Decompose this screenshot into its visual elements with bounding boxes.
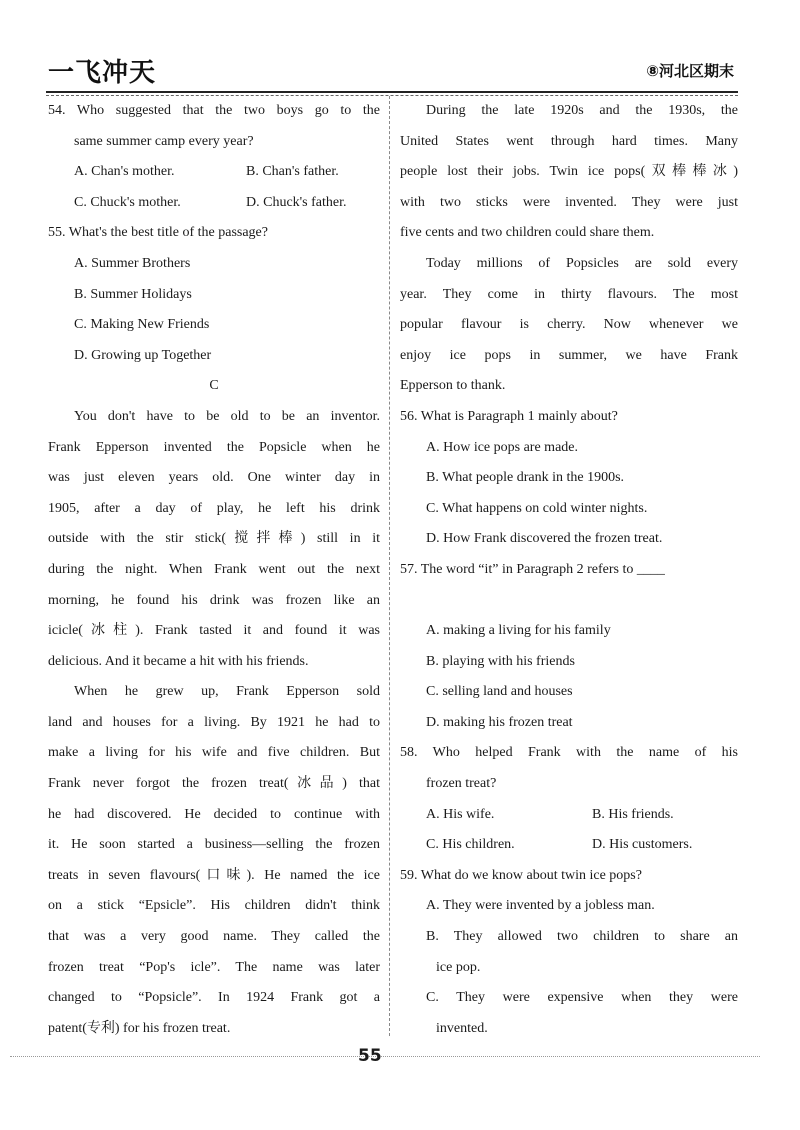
text-line: icicle(冰柱). Frank tasted it and found it was xyxy=(48,623,380,639)
series-label: ⑧河北区期末 xyxy=(646,62,734,80)
text-line: on a stick “Epsicle”. His children didn't think xyxy=(48,898,380,914)
text-line: enjoy ice pops in summer, we have Frank xyxy=(400,347,738,363)
text-line: year. They come in thirty flavours. The most xyxy=(400,286,738,302)
text-line: C. What happens on cold winter nights. xyxy=(426,500,648,516)
option-text: D. His customers. xyxy=(592,837,693,853)
text-line: frozen treat “Pop's icle”. The name was later xyxy=(48,959,380,975)
text-line: United States went through hard times. Many xyxy=(400,133,738,149)
text-line: C. selling land and houses xyxy=(426,684,573,700)
text-line: Epperson to thank. xyxy=(400,378,506,394)
text-line: 57. The word “it” in Paragraph 2 refers to ____ xyxy=(400,561,665,577)
text-line: five cents and two children could share them. xyxy=(400,225,655,241)
text-line: morning, he found his drink was frozen like an xyxy=(48,592,380,608)
text-line: frozen treat? xyxy=(426,776,497,792)
option-text: D. Chuck's father. xyxy=(246,194,347,210)
text-line: C. They were expensive when they were xyxy=(426,990,738,1006)
text-line: 55. What's the best title of the passage? xyxy=(48,225,268,241)
text-line: patent(专利) for his frozen treat. xyxy=(48,1020,231,1036)
option-row xyxy=(400,800,738,831)
text-line: C. Making New Friends xyxy=(74,317,210,333)
option-text: B. His friends. xyxy=(592,806,674,822)
text-line: with two sticks were invented. They were just xyxy=(400,194,738,210)
option-text: B. Chan's father. xyxy=(246,164,339,180)
text-line: outside with the stir stick(搅拌棒) still in it xyxy=(48,531,380,547)
text-line: A. How ice pops are made. xyxy=(426,439,579,455)
text-line: 54. Who suggested that the two boys go to the xyxy=(48,103,380,118)
option-text: C. His children. xyxy=(426,837,515,853)
text-line: You don't have to be old to be an inventor. xyxy=(74,408,380,424)
right-column xyxy=(400,96,738,1044)
text-line: ice pop. xyxy=(436,959,481,975)
text-line: popular flavour is cherry. Now whenever we xyxy=(400,317,738,333)
text-line: D. making his frozen treat xyxy=(426,714,573,730)
header-rule xyxy=(46,91,738,93)
text-line: he had discovered. He decided to continue with xyxy=(48,806,380,822)
text-line: during the night. When Frank went out the next xyxy=(48,561,380,577)
option-row xyxy=(48,157,380,188)
text-line: make a living for his wife and five children. But xyxy=(48,745,380,761)
left-column xyxy=(48,96,380,1044)
text-line: D. Growing up Together xyxy=(74,347,212,363)
text-line: Frank never forgot the frozen treat(冰品) that xyxy=(48,776,380,792)
text-line: changed to “Popsicle”. In 1924 Frank got a xyxy=(48,990,380,1006)
text-line: treats in seven flavours(口味). He named the ice xyxy=(48,867,380,883)
text-line: 56. What is Paragraph 1 mainly about? xyxy=(400,408,618,424)
option-row xyxy=(48,188,380,219)
text-line: B. They allowed two children to share an xyxy=(426,929,738,945)
text-line: Today millions of Popsicles are sold every xyxy=(426,255,738,271)
text-line: Frank Epperson invented the Popsicle when he xyxy=(48,439,380,455)
text-line: delicious. And it became a hit with his friends. xyxy=(48,653,309,669)
option-text: A. Chan's mother. xyxy=(74,164,175,180)
text-line: B. Summer Holidays xyxy=(74,286,192,302)
option-text: C. Chuck's mother. xyxy=(74,194,181,210)
text-line: land and houses for a living. By 1921 he had to xyxy=(48,714,380,730)
text-line: D. How Frank discovered the frozen treat. xyxy=(426,531,663,547)
text-line: 58. Who helped Frank with the name of his xyxy=(400,745,738,761)
brand-title: 一飞冲天 xyxy=(48,58,157,88)
text-line xyxy=(400,586,738,617)
text-line: people lost their jobs. Twin ice pops(双棒棒冰) xyxy=(400,164,738,180)
text-line: invented. xyxy=(436,1020,488,1036)
text-line: same summer camp every year? xyxy=(74,133,254,149)
text-line: was just eleven years old. One winter day in xyxy=(48,470,380,486)
text-line: it. He soon started a business—selling the frozen xyxy=(48,837,380,853)
text-line: B. What people drank in the 1900s. xyxy=(426,470,625,486)
text-line: A. making a living for his family xyxy=(426,623,611,639)
text-line: that was a very good name. They called the xyxy=(48,929,380,945)
text-line: During the late 1920s and the 1930s, the xyxy=(426,103,738,118)
page-number: 55 xyxy=(358,1046,382,1066)
text-line: C xyxy=(209,378,219,394)
text-line: A. They were invented by a jobless man. xyxy=(426,898,655,914)
text-line: 1905, after a day of play, he left his drink xyxy=(48,500,380,516)
text-line: B. playing with his friends xyxy=(426,653,575,669)
option-row xyxy=(400,830,738,861)
text-line: A. Summer Brothers xyxy=(74,255,191,271)
text-line: 59. What do we know about twin ice pops? xyxy=(400,867,642,883)
option-text: A. His wife. xyxy=(426,806,495,822)
text-line: When he grew up, Frank Epperson sold xyxy=(74,684,380,700)
column-divider xyxy=(389,96,390,1036)
footer-rule xyxy=(10,1056,760,1057)
